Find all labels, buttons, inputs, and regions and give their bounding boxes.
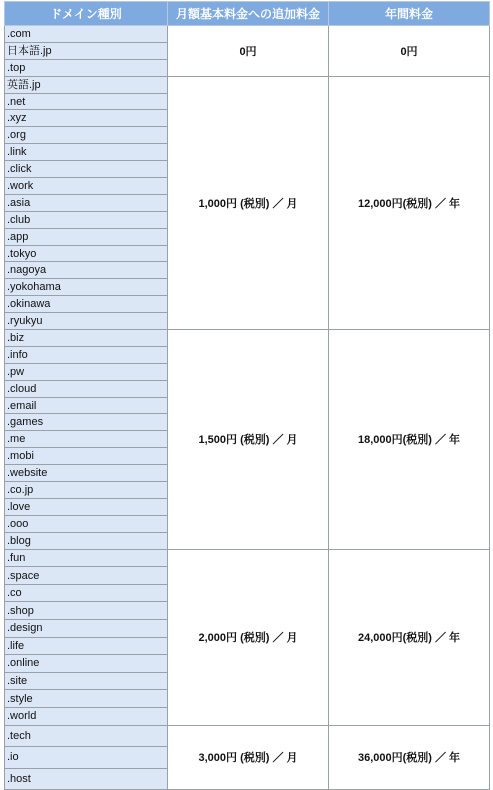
domain-cell: .online (5, 655, 168, 673)
domain-cell: .info (5, 346, 168, 363)
domain-cell: .space (5, 567, 168, 585)
domain-cell: .yokohama (5, 279, 168, 296)
yearly-fee-cell: 24,000円(税別) ／ 年 (329, 549, 490, 725)
monthly-fee-cell: 1,500円 (税別) ／ 月 (168, 330, 329, 550)
domain-cell: .co.jp (5, 482, 168, 499)
domain-cell: 英語.jp (5, 76, 168, 93)
domain-cell: .host (5, 768, 168, 790)
domain-cell: .click (5, 161, 168, 178)
table-row (5, 330, 490, 347)
yearly-fee-cell: 12,000円(税別) ／ 年 (329, 76, 490, 329)
domain-cell: .link (5, 144, 168, 161)
domain-cell: .com (5, 26, 168, 43)
domain-cell: .life (5, 637, 168, 655)
domain-cell: .blog (5, 532, 168, 549)
domain-pricing-table (4, 1, 490, 790)
domain-cell: .fun (5, 549, 168, 567)
header-monthly-fee: 月額基本料金への追加料金 (168, 2, 329, 26)
domain-cell: .mobi (5, 448, 168, 465)
header-yearly-fee: 年間料金 (329, 2, 490, 26)
pricing-body (5, 26, 490, 790)
domain-cell: .me (5, 431, 168, 448)
domain-cell: .website (5, 465, 168, 482)
domain-cell: .ryukyu (5, 313, 168, 330)
header-domain-type: ドメイン種別 (5, 2, 168, 26)
domain-cell: .org (5, 127, 168, 144)
monthly-fee-cell: 3,000円 (税別) ／ 月 (168, 725, 329, 790)
domain-cell: .io (5, 747, 168, 769)
domain-cell: .ooo (5, 515, 168, 532)
domain-cell: .games (5, 414, 168, 431)
domain-cell: .top (5, 59, 168, 76)
domain-cell: .world (5, 707, 168, 725)
domain-cell: .app (5, 228, 168, 245)
table-row (5, 725, 490, 747)
domain-cell: 日本語.jp (5, 42, 168, 59)
table-row (5, 26, 490, 43)
domain-cell: .co (5, 584, 168, 602)
domain-cell: .biz (5, 330, 168, 347)
header-row (5, 2, 490, 26)
domain-cell: .shop (5, 602, 168, 620)
yearly-fee-cell: 0円 (329, 26, 490, 77)
domain-cell: .tokyo (5, 245, 168, 262)
yearly-fee-cell: 18,000円(税別) ／ 年 (329, 330, 490, 550)
table-row (5, 549, 490, 567)
monthly-fee-cell: 1,000円 (税別) ／ 月 (168, 76, 329, 329)
yearly-fee-cell: 36,000円(税別) ／ 年 (329, 725, 490, 790)
domain-cell: .love (5, 498, 168, 515)
domain-cell: .work (5, 178, 168, 195)
domain-cell: .net (5, 93, 168, 110)
monthly-fee-cell: 0円 (168, 26, 329, 77)
domain-cell: .pw (5, 363, 168, 380)
table-row (5, 76, 490, 93)
domain-cell: .cloud (5, 380, 168, 397)
domain-cell: .tech (5, 725, 168, 747)
domain-cell: .site (5, 672, 168, 690)
domain-cell: .nagoya (5, 262, 168, 279)
domain-cell: .xyz (5, 110, 168, 127)
domain-cell: .club (5, 211, 168, 228)
domain-cell: .email (5, 397, 168, 414)
domain-cell: .design (5, 619, 168, 637)
domain-cell: .okinawa (5, 296, 168, 313)
monthly-fee-cell: 2,000円 (税別) ／ 月 (168, 549, 329, 725)
domain-cell: .style (5, 690, 168, 708)
domain-cell: .asia (5, 194, 168, 211)
